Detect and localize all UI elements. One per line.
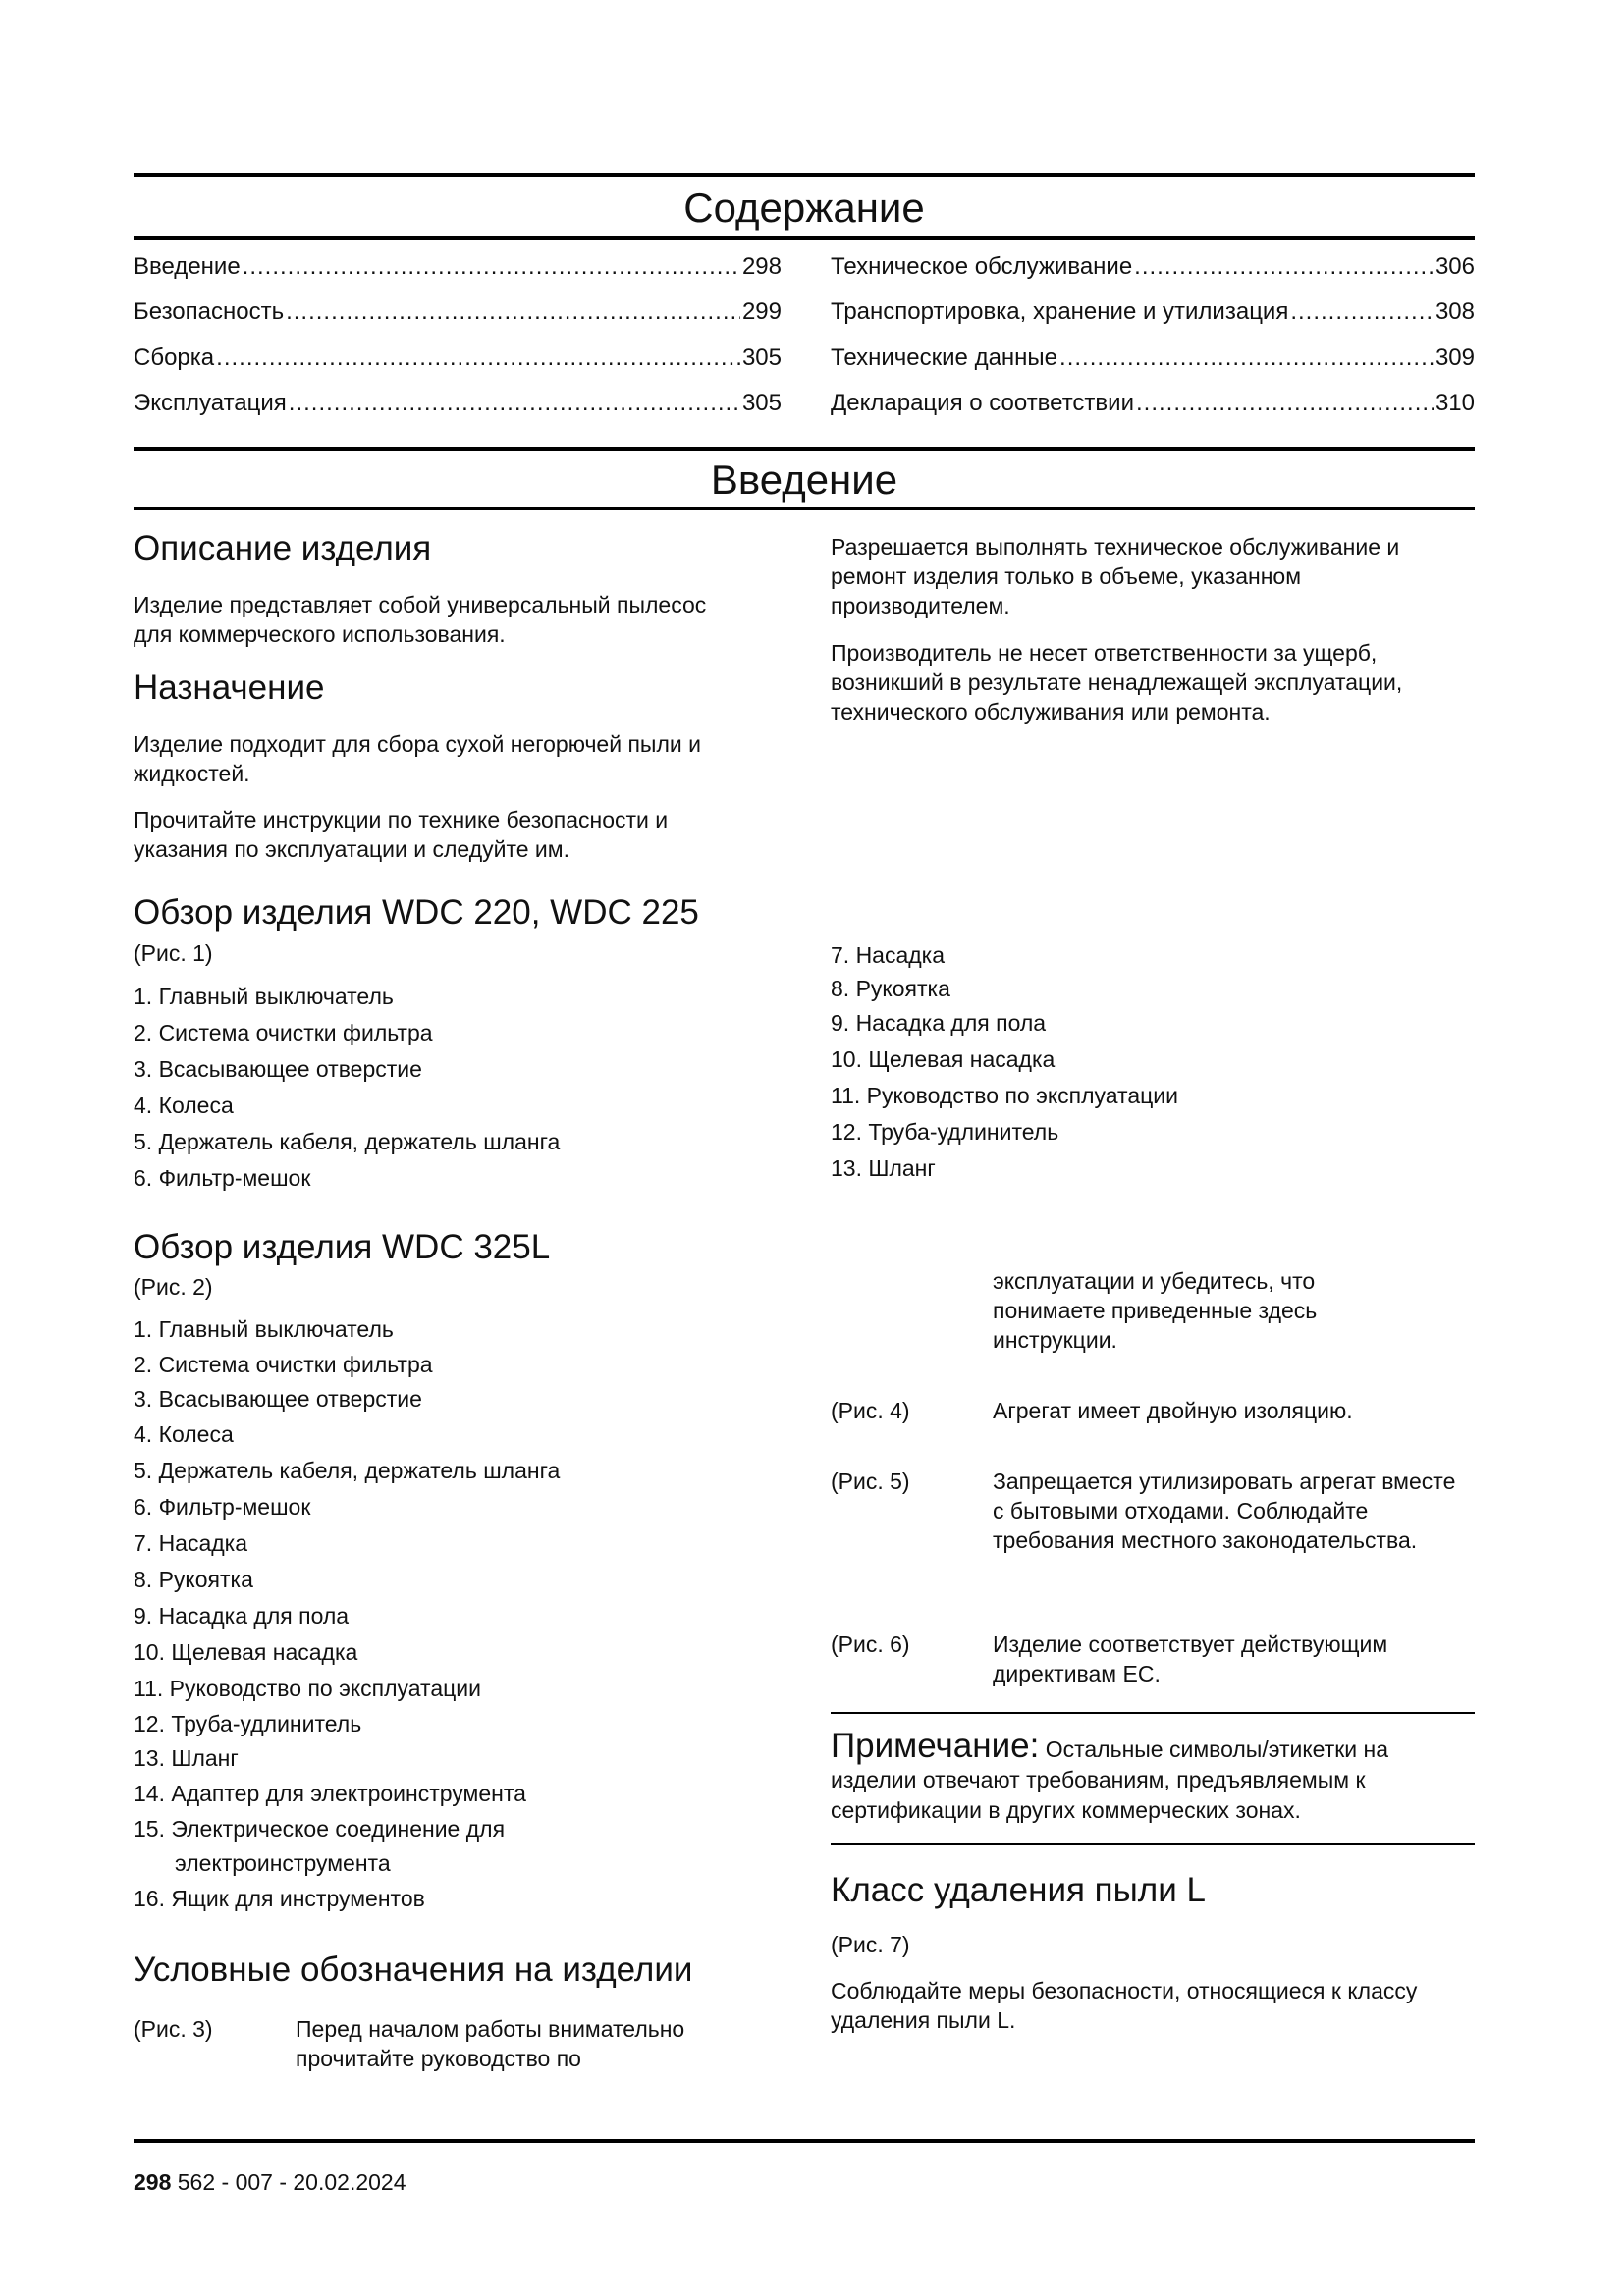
symbol-text: Запрещается утилизировать агрегат вместе с бытовыми отходами. Соблюдайте требования местного законодательства.: [993, 1468, 1456, 1553]
overview1-fig: (Рис. 1): [134, 940, 213, 966]
symbol-fig6: [831, 1629, 1475, 1688]
list-item: 5. Держатель кабеля, держатель шланга: [134, 1458, 561, 1483]
symbol-ref: (Рис. 4): [831, 1398, 910, 1423]
intro-bottom-rule: [134, 507, 1475, 510]
document-id: 562 - 007 - 20.02.2024: [177, 2169, 406, 2195]
overview2-list: [134, 1311, 782, 1917]
purpose-text: Изделие подходит для сбора сухой негорючей пыли и жидкостей.: [134, 731, 701, 786]
list-item: 13. Шланг: [134, 1745, 239, 1771]
description-heading: Описание изделия: [134, 529, 432, 567]
list-item: 1. Главный выключатель: [134, 984, 394, 1009]
list-item: 5. Держатель кабеля, держатель шланга: [134, 1129, 561, 1154]
overview2-heading: Обзор изделия WDC 325L: [134, 1228, 551, 1266]
description-text: Изделие представляет собой универсальный пылесос для коммерческого использования.: [134, 592, 707, 647]
maintenance-text: Разрешается выполнять техническое обслуживание и ремонт изделия только в объеме, указанном производителем.: [831, 534, 1400, 618]
toc-entry[interactable]: Введение ..... 298: [134, 252, 782, 282]
list-item: 6. Фильтр-мешок: [134, 1494, 311, 1520]
list-item: 9. Насадка для пола: [831, 1010, 1047, 1036]
symbol-fig4: [831, 1396, 1475, 1425]
toc-entry[interactable]: Эксплуатация ..... 305: [134, 389, 782, 418]
list-item: 11. Руководство по эксплуатации: [831, 1083, 1178, 1108]
note-text: Остальные символы/этикетки на изделии отвечают требованиям, предъявляемым к сертификации в других коммерческих зонах.: [831, 1736, 1389, 1823]
dust-text: Соблюдайте меры безопасности, относящиеся к классу удаления пыли L.: [831, 1978, 1418, 2033]
list-item: 13. Шланг: [831, 1155, 936, 1181]
dust-heading: Класс удаления пыли L: [831, 1871, 1206, 1909]
list-item: 10. Щелевая насадка: [831, 1046, 1056, 1072]
note: [831, 1727, 1475, 1826]
symbol-text: Изделие соответствует действующим директивам ЕС.: [993, 1631, 1388, 1686]
symbols-heading: Условные обозначения на изделии: [134, 1950, 693, 1989]
toc-entry[interactable]: Техническое обслуживание ..... 306: [831, 252, 1475, 282]
toc-entry[interactable]: Транспортировка, хранение и утилизация ..... 308: [831, 297, 1475, 327]
list-item: 4. Колеса: [134, 1093, 234, 1118]
list-item: 16. Ящик для инструментов: [134, 1886, 425, 1911]
symbol-ref: (Рис. 6): [831, 1631, 910, 1657]
list-item: 12. Труба-удлинитель: [134, 1711, 362, 1736]
list-item: 10. Щелевая насадка: [134, 1639, 358, 1665]
purpose-text: Прочитайте инструкции по технике безопасности и указания по эксплуатации и следуйте им.: [134, 807, 669, 862]
list-item: 7. Насадка: [134, 1530, 248, 1556]
toc-entry[interactable]: Технические данные ..... 309: [831, 344, 1475, 373]
list-item: 8. Рукоятка: [134, 1567, 253, 1592]
list-item: электроинструмента: [175, 1850, 391, 1876]
overview1-list-right: [831, 938, 1475, 1187]
note-top-rule: [831, 1712, 1475, 1714]
toc-top-rule: [134, 173, 1475, 177]
note-bottom-rule: [831, 1843, 1475, 1845]
symbol-fig5: [831, 1467, 1459, 1555]
symbol-ref: (Рис. 5): [831, 1468, 910, 1494]
list-item: 2. Система очистки фильтра: [134, 1352, 433, 1377]
purpose-heading: Назначение: [134, 668, 325, 707]
list-item: 2. Система очистки фильтра: [134, 1020, 433, 1045]
note-label: Примечание:: [831, 1727, 1040, 1765]
symbol-text: эксплуатации и убедитесь, что понимаете приведенные здесь инструкции.: [993, 1268, 1318, 1353]
list-item: 6. Фильтр-мешок: [134, 1165, 311, 1191]
symbol-fig3-continued: [831, 1266, 1420, 1355]
toc-entry[interactable]: Декларация о соответствии ..... 310: [831, 389, 1475, 418]
overview2-fig: (Рис. 2): [134, 1274, 213, 1300]
toc-entry[interactable]: Сборка ..... 305: [134, 344, 782, 373]
intro-top-rule: [134, 447, 1475, 451]
symbol-text: Перед началом работы внимательно прочитайте руководство по: [296, 2016, 685, 2071]
symbol-ref: (Рис. 3): [134, 2016, 213, 2042]
list-item: 9. Насадка для пола: [134, 1603, 350, 1629]
list-item: 15. Электрическое соединение для: [134, 1816, 506, 1842]
list-item: 4. Колеса: [134, 1421, 234, 1447]
list-item: 3. Всасывающее отверстие: [134, 1056, 422, 1082]
symbol-text: Агрегат имеет двойную изоляцию.: [993, 1398, 1353, 1423]
list-item: 1. Главный выключатель: [134, 1316, 394, 1342]
list-item: 7. Насадка: [831, 942, 946, 968]
list-item: 3. Всасывающее отверстие: [134, 1386, 422, 1412]
list-item: 8. Рукоятка: [831, 976, 950, 1001]
page-number: 298: [134, 2169, 172, 2195]
footer: [134, 2167, 406, 2197]
overview1-heading: Обзор изделия WDC 220, WDC 225: [134, 893, 699, 932]
intro-title: Введение: [710, 456, 898, 503]
toc-title: Содержание: [683, 185, 925, 231]
overview1-list-left: [134, 979, 782, 1197]
list-item: 14. Адаптер для электроинструмента: [134, 1781, 526, 1806]
footer-rule: [134, 2139, 1475, 2143]
symbol-fig3-left: [134, 2014, 762, 2073]
list-item: 11. Руководство по эксплуатации: [134, 1676, 481, 1701]
toc-entry[interactable]: Безопасность ..... 299: [134, 297, 782, 327]
list-item: 12. Труба-удлинитель: [831, 1119, 1059, 1145]
liability-text: Производитель не несет ответственности за ущерб, возникший в результате ненадлежащей эксплуатации, технического обслуживания или ремонта.: [831, 640, 1403, 724]
toc-bottom-rule: [134, 236, 1475, 240]
dust-fig: (Рис. 7): [831, 1932, 910, 1957]
